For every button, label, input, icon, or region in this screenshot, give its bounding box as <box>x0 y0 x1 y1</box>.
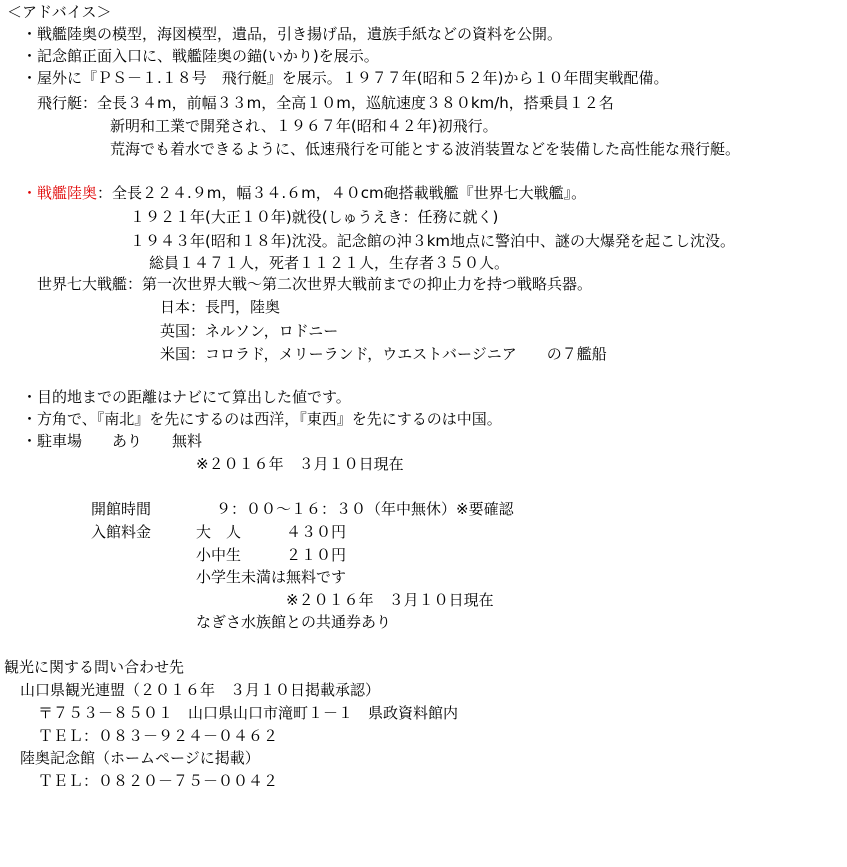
mutsu-bullet: ・ <box>22 184 38 202</box>
note-direction: ・方角で、『南北』を先にするのは西洋，『東西』を先にするのは中国。 <box>22 410 502 428</box>
fee-child: 小中生 ２１０円 <box>196 546 347 564</box>
contact-org-museum: 陸奥記念館（ホームページに掲載） <box>20 749 260 767</box>
mutsu-casualties: 総員１４７１人，死者１１２１人，生存者３５０人。 <box>149 254 510 272</box>
seven-battleships-us: 米国：コロラド，メリーランド，ウエストバージニア の７艦船 <box>160 345 607 363</box>
advice-heading: ＜アドバイス＞ <box>7 3 112 21</box>
flying-boat-specs: 飛行艇：全長３４m，前幅３３m，全高１０m，巡航速度３８０km/h，搭乗員１２名 <box>37 94 614 112</box>
hours-label: 開館時間 <box>91 500 152 518</box>
advice-bullet-flying-boat: ・屋外に『ＰＳ－１.１８号 飛行艇』を展示。１９７７年(昭和５２年)から１０年間実戦配備。 <box>22 69 669 87</box>
mutsu-sunk: １９４３年(昭和１８年)沈没。記念館の沖３km地点に警泊中、謎の大爆発を起こし沈没。 <box>130 232 736 250</box>
contact-address: 〒７５３－８５０１ 山口県山口市滝町１－１ 県政資料館内 <box>38 704 459 722</box>
contact-org-tourism: 山口県観光連盟（２０１６年 ３月１０日掲載承認） <box>20 681 381 699</box>
hours-value: ９：００～１６：３０（年中無休）※要確認 <box>216 500 514 518</box>
mutsu-summary-line <box>22 182 586 204</box>
flying-boat-features: 荒海でも着水できるように、低速飛行を可能とする波消装置などを装備した高性能な飛行艇。 <box>110 140 741 158</box>
seven-battleships-japan: 日本：長門，陸奥 <box>160 298 281 316</box>
fee-combo-ticket: なぎさ水族館との共通券あり <box>196 613 392 631</box>
seven-battleships-title: 世界七大戦艦：第一次世界大戦～第二次世界大戦前までの抑止力を持つ戦略兵器。 <box>37 275 593 293</box>
fee-adult: 大 人 ４３０円 <box>196 523 347 541</box>
note-distance: ・目的地までの距離はナビにて算出した値です。 <box>22 388 351 406</box>
contact-tel-tourism: ＴＥＬ：０８３－９２４－０４６２ <box>38 727 279 745</box>
mutsu-specs: ：全長２２４.９m，幅３４.６m，４０cm砲搭載戦艦『世界七大戦艦』。 <box>97 184 587 202</box>
mutsu-name: 戦艦陸奥 <box>37 184 98 202</box>
fee-free-note: 小学生未満は無料です <box>196 568 347 586</box>
advice-bullet-exhibits: ・戦艦陸奥の模型，海図模型，遺品，引き揚げ品，遺族手紙などの資料を公開。 <box>22 25 563 43</box>
seven-battleships-uk: 英国：ネルソン，ロドニー <box>160 322 339 340</box>
mutsu-commissioned: １９２１年(大正１０年)就役(しゅうえき：任務に就く) <box>130 208 499 226</box>
contact-tel-museum: ＴＥＬ：０８２０－７５－００４２ <box>38 772 279 790</box>
note-parking-date: ※２０１６年 ３月１０日現在 <box>196 455 404 473</box>
fees-label: 入館料金 <box>91 523 152 541</box>
note-parking: ・駐車場 あり 無料 <box>22 432 203 450</box>
advice-bullet-anchor: ・記念館正面入口に、戦艦陸奥の錨(いかり)を展示。 <box>22 47 379 65</box>
flying-boat-history: 新明和工業で開発され、１９６７年(昭和４２年)初飛行。 <box>110 117 498 135</box>
fee-date: ※２０１６年 ３月１０日現在 <box>286 591 494 609</box>
contact-title: 観光に関する問い合わせ先 <box>4 658 185 676</box>
